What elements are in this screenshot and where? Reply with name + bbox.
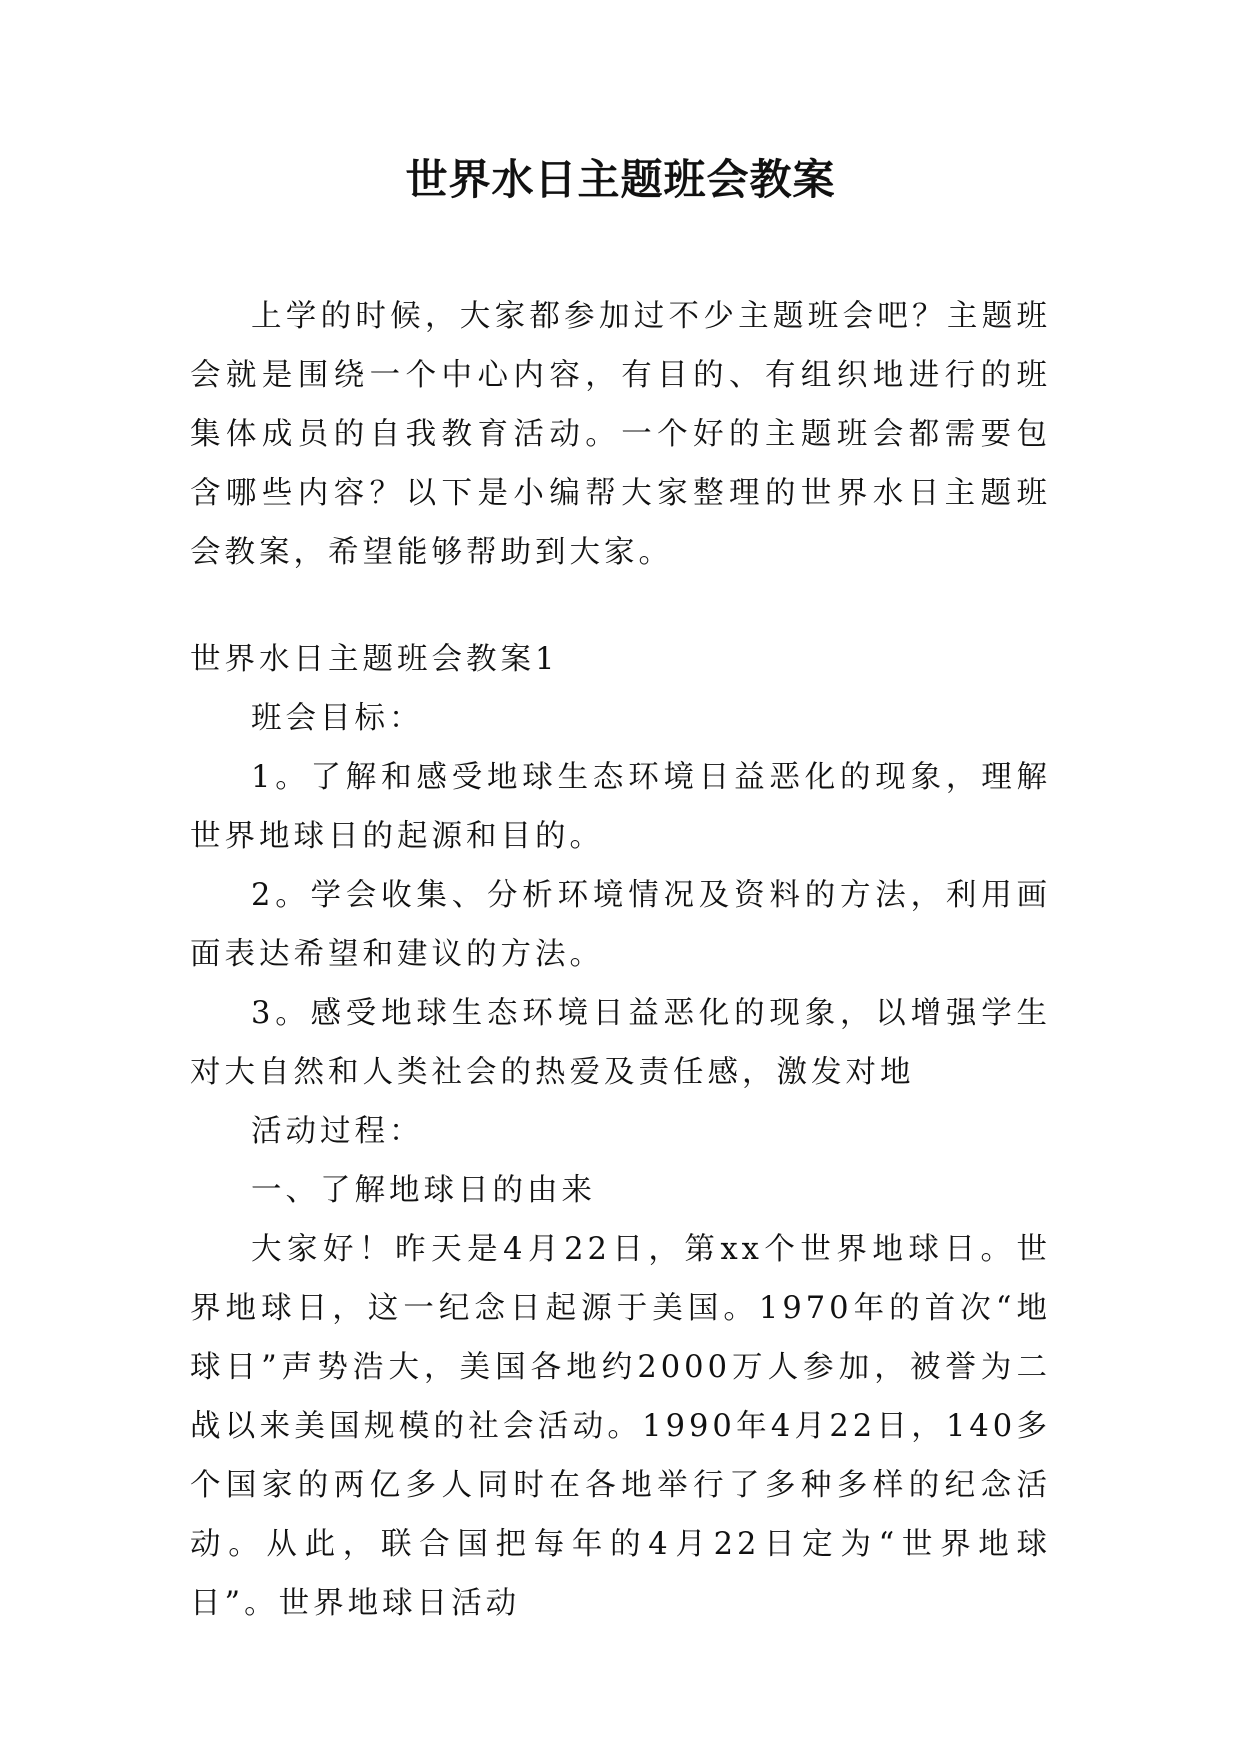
step-1-paragraph: 大家好！昨天是4月22日，第xx个世界地球日。世界地球日，这一纪念日起源于美国。1970年的首次“地球日”声势浩大，美国各地约2000万人参加，被誉为二战以来美国规模的社会活动。1990年4月22日，140多个国家的两亿多人同时在各地举行了多种多样的纪念活动。从此，联合国把每年的4月22日定为“世界地球日”。世界地球日活动: [190, 1232, 1051, 1621]
intro-paragraph: 上学的时候，大家都参加过不少主题班会吧？主题班会就是围绕一个中心内容，有目的、有组织地进行的班集体成员的自我教育活动。一个好的主题班会都需要包含哪些内容？以下是小编帮大家整理的世界水日主题班会教案，希望能够帮助到大家。: [190, 299, 1051, 570]
goal-item-1: 1。了解和感受地球生态环境日益恶化的现象，理解世界地球日的起源和目的。: [190, 760, 1051, 854]
goal-item-2: 2。学会收集、分析环境情况及资料的方法，利用画面表达希望和建议的方法。: [190, 878, 1051, 972]
goal-item-3: 3。感受地球生态环境日益恶化的现象，以增强学生对大自然和人类社会的热爱及责任感，激发对地: [190, 996, 1051, 1090]
section-block: [190, 630, 1051, 1633]
page-title: 世界水日主题班会教案: [405, 155, 836, 204]
section-heading: 世界水日主题班会教案1: [190, 642, 559, 677]
step-1-heading: 一、了解地球日的由来: [251, 1173, 596, 1208]
goals-label: 班会目标：: [251, 701, 424, 736]
process-label: 活动过程：: [251, 1114, 424, 1149]
intro-block: [190, 287, 1051, 582]
